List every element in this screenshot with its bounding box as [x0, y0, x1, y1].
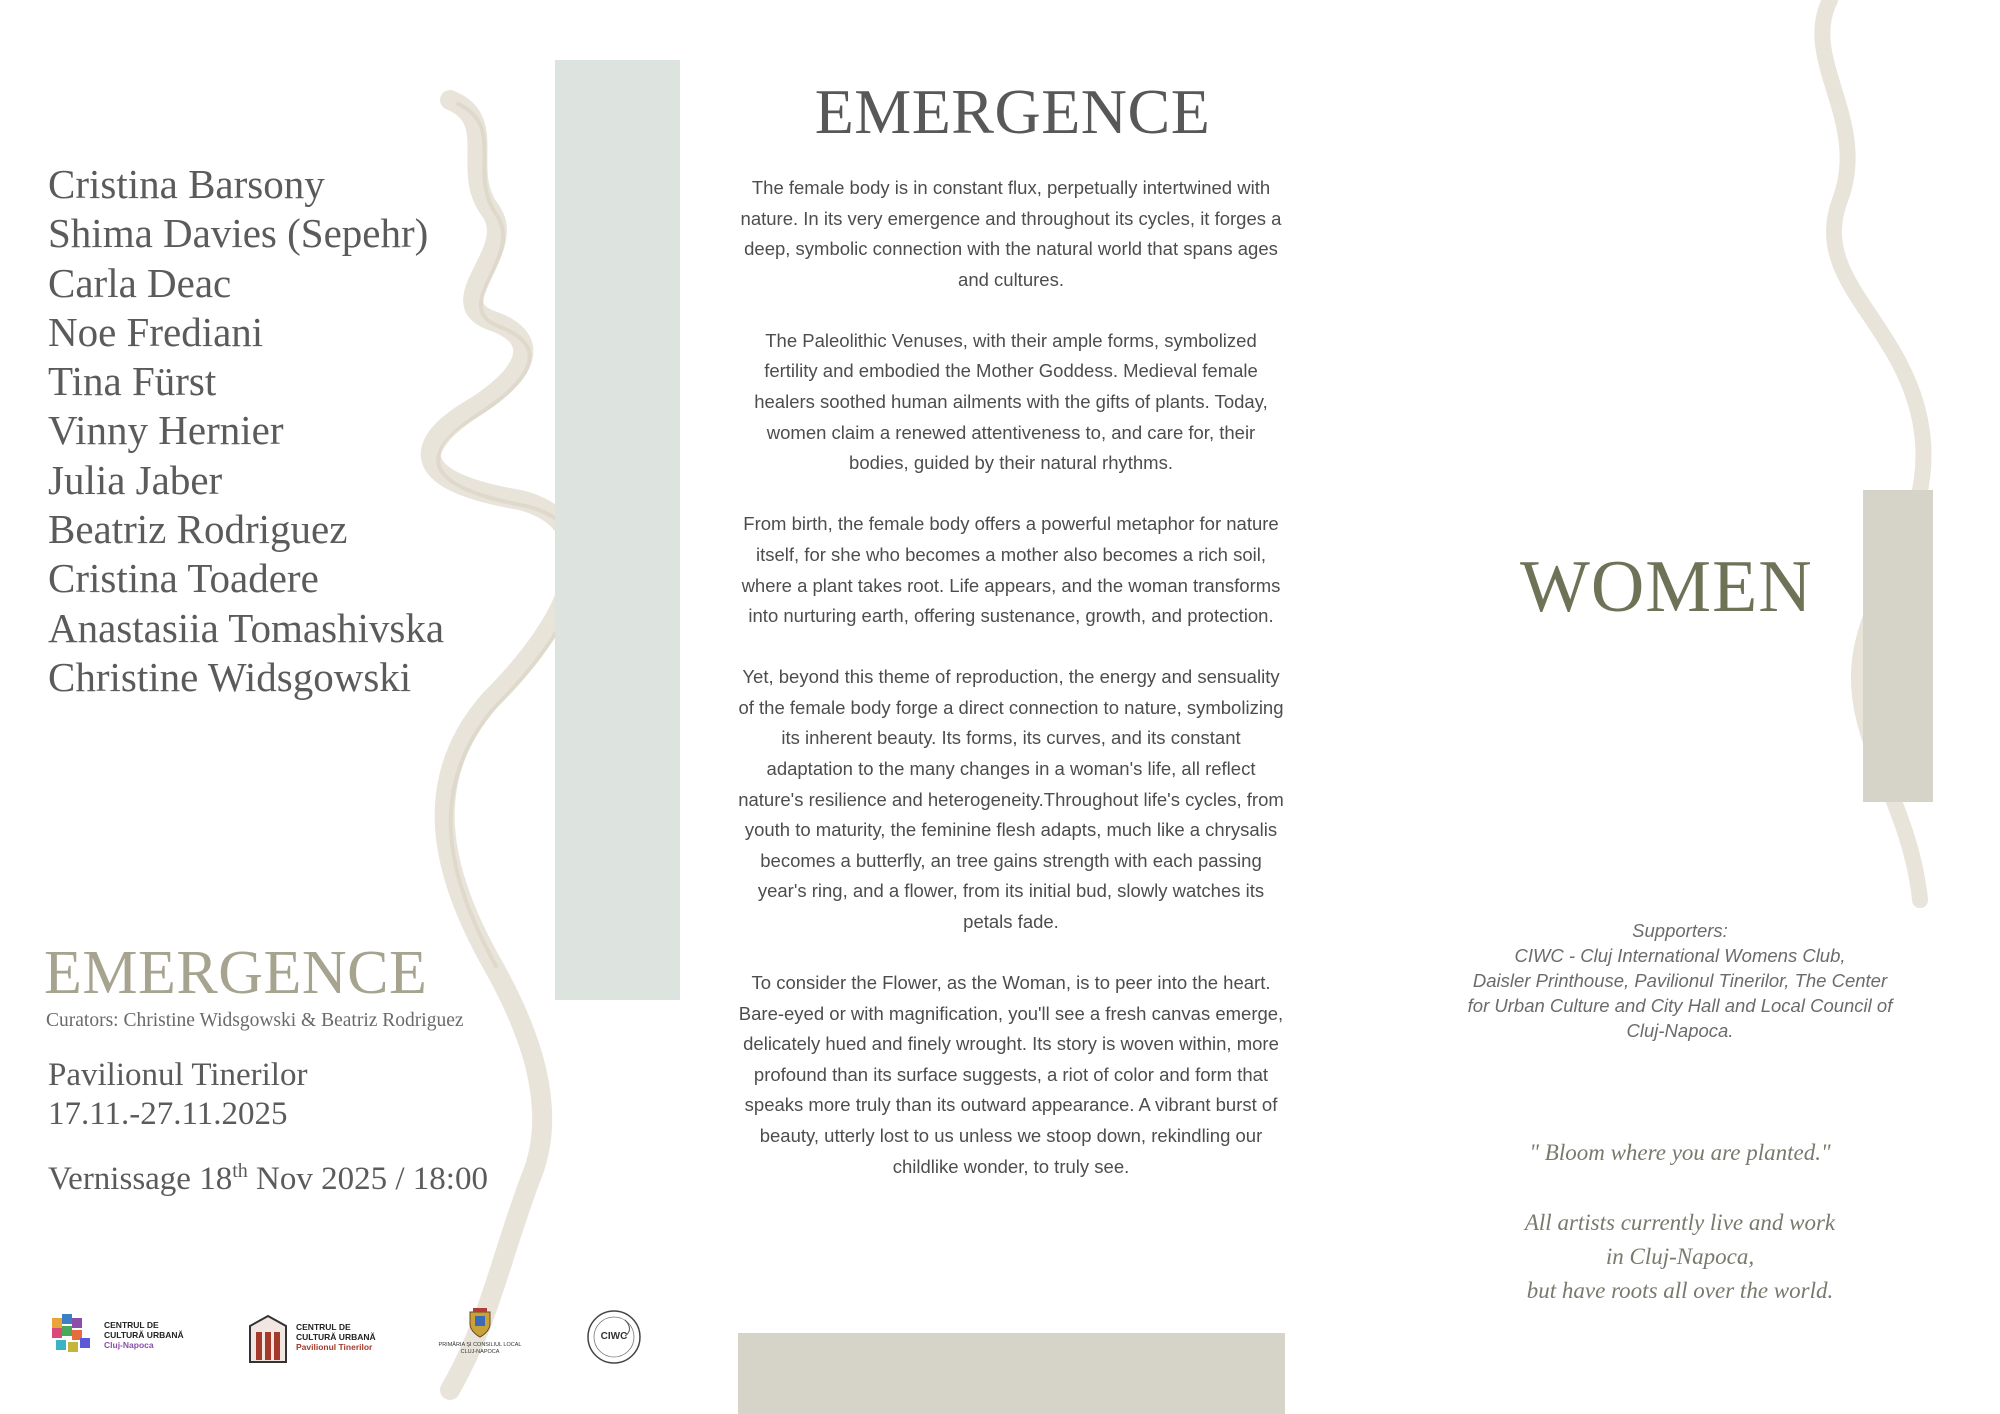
women-title: WOMEN — [1520, 546, 1813, 628]
middle-title: EMERGENCE — [814, 76, 1211, 147]
note-line: All artists currently live and work — [1524, 1210, 1836, 1235]
artist-name: Cristina Toadere — [48, 555, 319, 602]
note-line: in Cluj-Napoca, — [1605, 1244, 1755, 1269]
exhibition-dates: 17.11.-27.11.2025 — [48, 1096, 288, 1132]
primaria-logo-line1: PRIMĂRIA ȘI CONSILIUL LOCAL — [438, 1342, 522, 1348]
artist-name: Julia Jaber — [48, 456, 223, 503]
brush-stroke-right-decoration — [1760, 0, 1980, 1000]
pavilion-logo-line1: CENTRUL DE — [296, 1322, 351, 1332]
pavilion-building-icon — [246, 1312, 290, 1366]
primaria-logo-line2: CLUJ-NAPOCA — [460, 1349, 500, 1355]
vernissage-prefix: Vernissage 18 — [48, 1161, 233, 1197]
vernissage-line — [48, 1160, 488, 1198]
artist-name: Tina Fürst — [48, 358, 217, 405]
body-paragraph: The Paleolithic Venuses, with their ample forms, symbolized fertility and embodied the Mother Goddess. Medieval female healers soothed human ailments with the gifts of plants. Today, women claim a renewed attentiveness to, and care for, their bodies, guided by their natural rhythms. — [754, 329, 1268, 474]
exhibition-title: EMERGENCE — [44, 939, 428, 1007]
ciwc-logo-label: CIWC — [600, 1331, 628, 1342]
pavilionul-tinerilor-logo — [246, 1312, 406, 1372]
artist-list — [48, 160, 444, 702]
pavilion-logo-line2: CULTURĂ URBANĂ — [296, 1332, 376, 1342]
artist-name: Christine Widsgowski — [48, 653, 412, 700]
vernissage-ordinal: th — [232, 1160, 248, 1182]
middle-body-text — [736, 173, 1286, 1213]
left-panel-accent-rect — [555, 60, 680, 1000]
artist-name: Anastasiia Tomashivska — [48, 604, 445, 651]
artist-name: Beatriz Rodriguez — [48, 506, 348, 553]
ccu-cluj-logo — [50, 1310, 210, 1370]
curators-line: Curators: Christine Widsgowski & Beatriz Rodriguez — [46, 1010, 464, 1031]
artist-name: Noe Frediani — [48, 308, 264, 355]
right-panel-accent-rect — [1863, 490, 1933, 802]
supporters-line: CIWC - Cluj International Womens Club, — [1514, 945, 1846, 966]
artists-note — [1440, 1206, 1920, 1308]
supporters-line: Daisler Printhouse, Pavilionul Tinerilor, The Center — [1472, 970, 1888, 991]
artist-name: Shima Davies (Sepehr) — [48, 210, 429, 257]
pavilion-logo-sub: Pavilionul Tinerilor — [296, 1342, 373, 1352]
artist-name: Cristina Barsony — [48, 161, 325, 207]
body-paragraph: To consider the Flower, as the Woman, is to peer into the heart. Bare-eyed or with magnification, you'll see a fresh canvas emerge, delicately hued and finely wrought. Its story is woven within, more profound than its surface suggests, a riot of color and form that speaks more truly than its outward appearance. A vibrant burst of beauty, utterly lost to us unless we stoop down, rekindling our childlike wonder, to truly see. — [738, 972, 1284, 1177]
supporters-heading: Supporters: — [1632, 920, 1728, 941]
middle-panel-bottom-rect — [738, 1333, 1285, 1414]
venue-name: Pavilionul Tinerilor — [48, 1057, 308, 1093]
body-paragraph: Yet, beyond this theme of reproduction, the energy and sensuality of the female body forge a direct connection to nature, symbolizing its inherent beauty. Its forms, its curves, and its constant adaptation to the many changes in a woman's life, all reflect nature's resilience and heterogeneity.Throughout life's cycles, from youth to maturity, the feminine flesh adapts, much like a chrysalis becomes a butterfly, an tree gains strength with each passing year's ring, and a flower, from its initial bud, slowly watches its petals fade. — [738, 666, 1284, 932]
artist-name: Vinny Hernier — [48, 407, 284, 454]
ccu-logo-line2: CULTURĂ URBANĂ — [104, 1330, 184, 1340]
ccu-cube-icon — [50, 1312, 96, 1360]
supporters-line: Cluj-Napoca. — [1626, 1020, 1734, 1041]
artist-name: Carla Deac — [48, 259, 232, 306]
body-paragraph: From birth, the female body offers a powerful metaphor for nature itself, for she who becomes a mother also becomes a rich soil, where a plant takes root. Life appears, and the woman transforms into nurturing earth, offering sustenance, growth, and protection. — [741, 513, 1281, 627]
venue-block — [48, 1056, 307, 1134]
ciwc-logo — [585, 1308, 645, 1368]
ccu-logo-line1: CENTRUL DE — [104, 1320, 159, 1330]
coat-of-arms-icon — [468, 1308, 492, 1338]
supporters-block — [1440, 918, 1920, 1043]
primaria-cluj-logo — [432, 1308, 528, 1378]
vernissage-suffix: Nov 2025 / 18:00 — [247, 1161, 488, 1197]
supporters-line: for Urban Culture and City Hall and Local Council of — [1467, 995, 1893, 1016]
quote-line: " Bloom where you are planted." — [1529, 1140, 1831, 1165]
ccu-logo-sub: Cluj-Napoca — [104, 1340, 154, 1350]
note-line: but have roots all over the world. — [1526, 1278, 1834, 1303]
body-paragraph: The female body is in constant flux, perpetually intertwined with nature. In its very emergence and throughout its cycles, it forges a deep, symbolic connection with the natural world that spans ages and cultures. — [740, 177, 1282, 290]
